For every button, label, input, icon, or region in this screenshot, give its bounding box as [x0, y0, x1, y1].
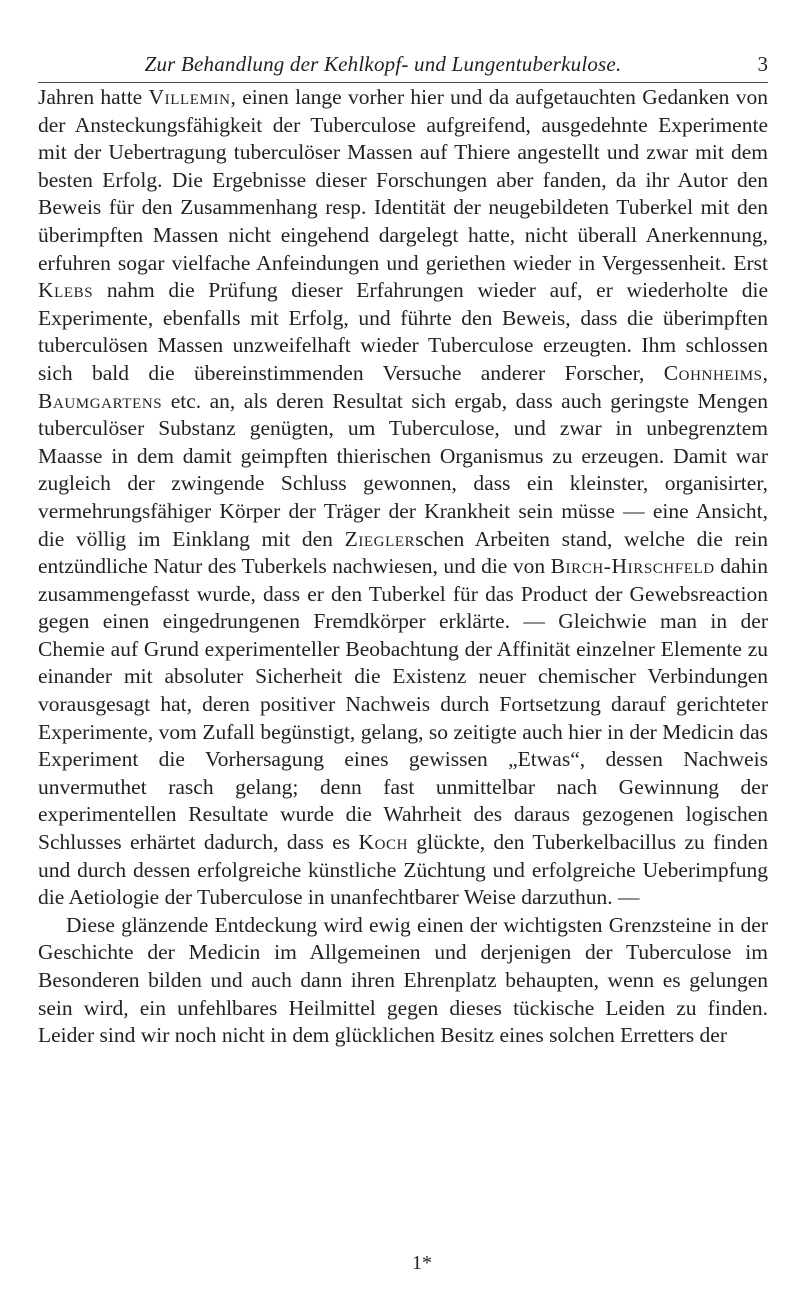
- text-run: Jahren hatte: [38, 85, 149, 109]
- author-name-birch-hirschfeld: Birch-Hirschfeld: [550, 554, 715, 579]
- author-name-baumgarten: Baumgartens: [38, 388, 163, 413]
- paragraph-1: [38, 84, 768, 912]
- author-name-ziegler: Ziegler: [344, 526, 416, 551]
- author-name-koch: Koch: [358, 830, 409, 855]
- header-rule: [38, 82, 768, 83]
- text-run: ,: [762, 360, 768, 385]
- page-number: 3: [757, 52, 768, 76]
- text-run: nahm die Prüfung dieser Erfahrungen wieder auf, er wiederholte die Experimente, ebenfalls mit Erfolg, und führte den Beweis, dass die überimpften tuberculösen Massen unzweifelhaft wieder Tuberculose erzeugten. Ihm schlossen sich bald die übereinstimmenden Versuche anderer Forscher,: [38, 278, 768, 385]
- running-head: [38, 52, 768, 82]
- running-title: Zur Behandlung der Kehlkopf- und Lungentuberkulose.: [144, 52, 622, 76]
- paragraph-2: Diese glänzende Entdeckung wird ewig einen der wichtigsten Grenzsteine in der Geschichte der Medicin im Allgemeinen und derjenigen der Tuberculose im Besonderen bilden und auch dann ihren Ehrenplatz behaupten, wenn es gelungen sein wird, ein unfehlbares Heilmittel gegen dieses tückische Leiden zu finden. Leider sind wir noch nicht in dem glücklichen Besitz eines solchen Erretters der: [38, 912, 768, 1048]
- text-run: etc. an, als deren Resultat sich ergab, dass auch geringste Mengen tuberculöser Substanz genügten, um Tuberculose, und zwar in unbegrenztem Maasse in dem damit geimpften thierischen Organismus zu erzeugen. Damit war zugleich der zwingende Schluss gewonnen, dass ein kleinster, organisirter, vermehrungsfähiger Körper der Träger der Krankheit sein müsse — eine Ansicht, die völlig im Einklang mit den: [38, 388, 768, 551]
- text-run: glückte, den Tuberkelbacillus zu finden und durch dessen erfolgreiche künstliche Züchtung und erfolgreiche Ueberimpfung die Aetiologie der Tuberculose in unanfechtbarer Weise darzuthun. —: [38, 830, 768, 910]
- body-text: [38, 84, 768, 1050]
- text-run: , einen lange vorher hier und da aufgetauchten Gedanken von der Ansteckungsfähigkeit der Tuberculose aufgreifend, ausgedehnte Experimente mit der Uebertragung tuberculöser Massen auf Thiere angestellt und zwar mit dem besten Erfolg. Die Ergebnisse dieser Forschungen aber fanden, da ihr Autor den Beweis für den Zusammenhang resp. Identität der neugebildeten Tuberkel mit den überimpften Massen nicht eingehend dargelegt hatte, nicht überall Anerkennung, erfuhren sogar vielfache Anfeindungen und geriethen wieder in Vergessenheit. Erst: [38, 85, 768, 275]
- text-run: dahin zusammengefasst wurde, dass er den Tuberkel für das Product der Gewebsreaction gegen einen eingedrungenen Fremdkörper erklärte. — Gleichwie man in der Chemie auf Grund experimenteller Beobachtung der Affinität einzelner Elemente zu einander mit absoluter Sicherheit die Existenz neuer chemischer Verbindungen vorausgesagt hat, deren positiver Nachweis durch Fortsetzung darauf gerichteter Experimente, vom Zufall begünstigt, gelang, so zeitigte auch hier in der Medicin das Experiment die Vorhersagung eines gewissen „Etwas“, dessen Nachweis unvermuthet rasch gelang; denn fast unmittelbar nach Gewinnung der experimentellen Resultate wurde die Wahrheit des daraus gezogenen logischen Schlusses erhärtet dadurch, dass es: [38, 554, 768, 855]
- author-name-klebs: Klebs: [38, 278, 94, 303]
- text-run: schen Arbeiten stand, welche die rein entzündliche Natur des Tuberkels nachwiesen, und die von: [38, 526, 768, 579]
- author-name-cohnheim: Cohnheims: [663, 360, 763, 385]
- signature-mark: 1*: [412, 1252, 432, 1274]
- author-name-villemin: Villemin: [148, 85, 231, 109]
